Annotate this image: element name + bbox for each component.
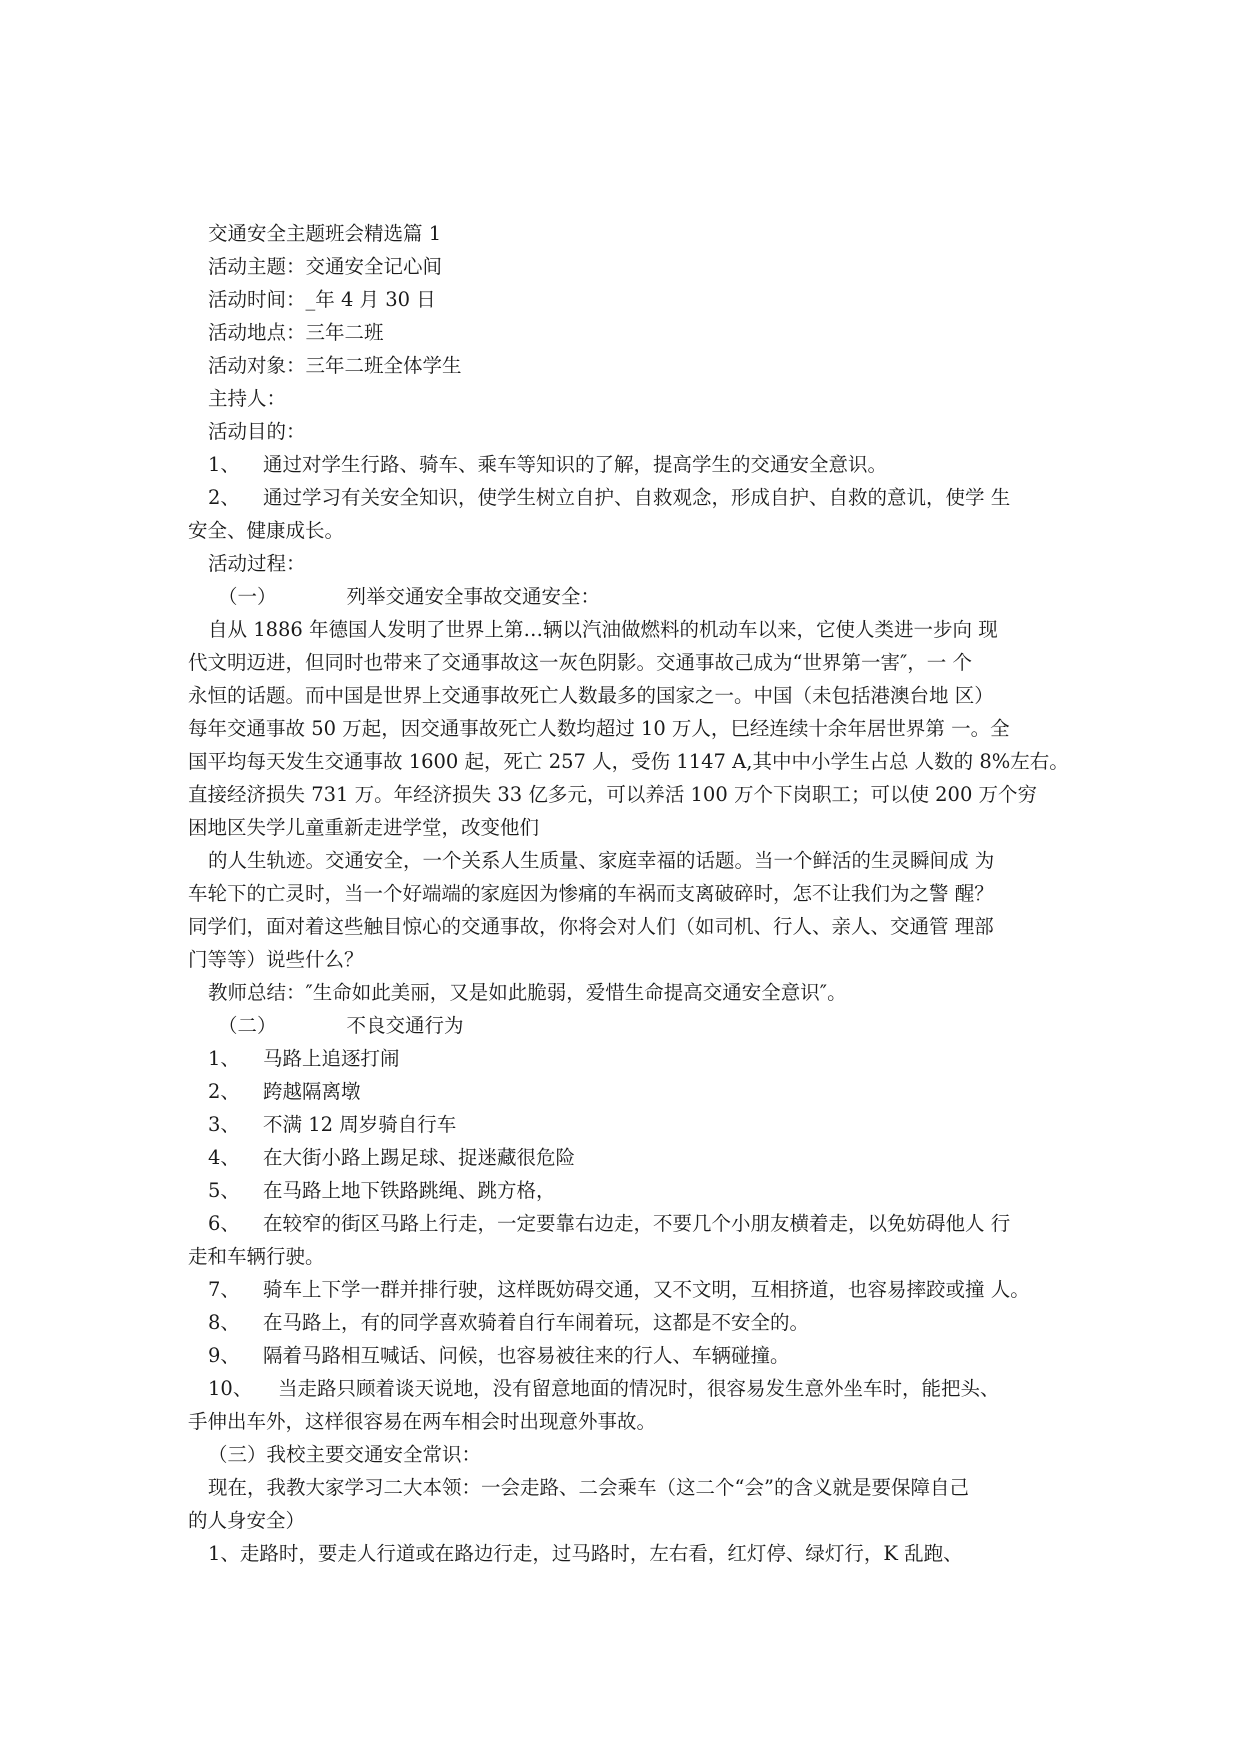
purpose-item-1-text: 通过对学生行路、骑车、乘车等知识的了解，提高学生的交通安全意识。 — [263, 453, 888, 476]
activity-place: 活动地点：三年二班 — [208, 321, 384, 344]
bad-behavior-num: 9、 — [208, 1344, 240, 1367]
section-1-heading — [188, 580, 1060, 613]
bad-behavior-item — [188, 1372, 1060, 1405]
section-1-num: （一） — [218, 585, 277, 608]
activity-audience: 活动对象：三年二班全体学生 — [208, 354, 462, 377]
paragraph-2-line-3: 同学们，面对着这些触目惊心的交通事故，你将会对人们（如司机、行人、亲人、交通管 理部 — [188, 915, 994, 938]
purpose-item-2-num: 2、 — [208, 486, 240, 509]
paragraph-2-line-1: 的人生轨迹。交通安全，一个关系人生质量、家庭幸福的话题。当一个鲜活的生灵瞬间成 为 — [208, 849, 995, 872]
purpose-item-1-num: 1、 — [208, 453, 240, 476]
bad-behavior-item — [188, 1108, 1060, 1141]
paragraph-2-line-2: 车轮下的亡灵时，当一个好端端的家庭因为惨痛的车祸而支离破碎时，怎不让我们为之警 醒？ — [188, 882, 994, 905]
bad-behavior-num: 5、 — [208, 1179, 240, 1202]
activity-theme: 活动主题：交通安全记心间 — [208, 255, 443, 278]
bad-behavior-num: 2、 — [208, 1080, 240, 1103]
purpose-item-2 — [188, 481, 1060, 514]
purpose-heading: 活动目的： — [208, 420, 306, 443]
bad-behavior-text: 在大街小路上踢足球、捉迷藏很危险 — [263, 1146, 576, 1169]
bad-behavior-num: 6、 — [208, 1212, 240, 1235]
paragraph-4-line-1: 1、走路时，要走人行道或在路边行走，过马路时，左右看，红灯停、绿灯行，K 乱跑、 — [208, 1542, 963, 1565]
section-2-title: 不良交通行为 — [346, 1014, 464, 1037]
bad-behavior-num: 8、 — [208, 1311, 240, 1334]
bad-behavior-cont: 走和车辆行驶。 — [188, 1245, 325, 1268]
paragraph-3-line-1: 现在，我教大家学习二大本领：一会走路、二会乘车（这二个“会”的含义就是要保障自己 — [208, 1476, 969, 1499]
process-heading: 活动过程： — [208, 552, 306, 575]
section-1-title: 列举交通安全事故交通安全： — [346, 585, 601, 608]
paragraph-1-line-7: 困地区失学儿童重新走进学堂，改变他们 — [188, 816, 540, 839]
document-page — [188, 217, 1069, 1570]
bad-behavior-num: 10、 — [208, 1377, 253, 1400]
paragraph-1-line-4: 每年交通事故 50 万起，因交通事故死亡人数均超过 10 万人，巳经连续十余年居世界第 一。全 — [188, 717, 1010, 740]
bad-behavior-text: 不满 12 周岁骑自行车 — [263, 1113, 457, 1136]
bad-behavior-text: 在马路上，有的同学喜欢骑着自行车闹着玩，这都是不安全的。 — [263, 1311, 810, 1334]
bad-behavior-item — [188, 1207, 1060, 1240]
bad-behavior-item — [188, 1273, 1060, 1306]
bad-behavior-text: 在马路上地下铁路跳绳、跳方格， — [263, 1179, 556, 1202]
purpose-item-1 — [188, 448, 1060, 481]
paragraph-2-line-4: 门等等）说些什么？ — [188, 948, 364, 971]
paragraph-1-line-5: 国平均每天发生交通事故 1600 起，死亡 257 人，受伤 1147 A,其中中小学生占总 人数的 8%左右。 — [188, 750, 1069, 773]
bad-behavior-text: 跨越隔离墩 — [263, 1080, 361, 1103]
section-2-num: （二） — [218, 1014, 277, 1037]
bad-behavior-num: 7、 — [208, 1278, 240, 1301]
purpose-item-2-text: 通过学习有关安全知识，使学生树立自护、自救观念，形成自护、自救的意讥，使学 生 — [263, 486, 1011, 509]
bad-behavior-text: 在较窄的街区马路上行走，一定要靠右边走，不要几个小朋友横着走，以免妨碍他人 行 — [263, 1212, 1011, 1235]
bad-behavior-item — [188, 1042, 1060, 1075]
bad-behavior-item — [188, 1075, 1060, 1108]
bad-behavior-num: 1、 — [208, 1047, 240, 1070]
teacher-summary: 教师总结：″生命如此美丽，又是如此脆弱，爱惜生命提高交通安全意识″。 — [208, 981, 847, 1004]
activity-host: 主持人： — [208, 387, 287, 410]
bad-behavior-item — [188, 1339, 1060, 1372]
bad-behavior-num: 4、 — [208, 1146, 240, 1169]
bad-behavior-item — [188, 1141, 1060, 1174]
section-3-heading: （三）我校主要交通安全常识： — [208, 1443, 482, 1466]
bad-behavior-item — [188, 1174, 1060, 1207]
purpose-item-2-cont: 安全、健康成长。 — [188, 519, 345, 542]
paragraph-1-line-3: 永恒的话题。而中国是世界上交通事故死亡人数最多的国家之一。中国（未包括港澳台地 区） — [188, 684, 994, 707]
paragraph-1-line-1: 自从 1886 年德国人发明了世界上第…辆以汽油做燃料的机动车以来，它使人类进一步向 现 — [208, 618, 998, 641]
bad-behavior-num: 3、 — [208, 1113, 240, 1136]
bad-behavior-text: 隔着马路相互喊话、问候，也容易被往来的行人、车辆碰撞。 — [263, 1344, 790, 1367]
bad-behavior-text: 骑车上下学一群并排行驶，这样既妨碍交通，又不文明，互相挤道，也容易摔跤或撞 人。 — [263, 1278, 1030, 1301]
section-2-heading — [188, 1009, 1060, 1042]
activity-time: 活动时间：_年 4 月 30 日 — [208, 288, 436, 311]
doc-title: 交通安全主题班会精选篇 1 — [208, 222, 442, 245]
bad-behavior-text: 当走路只顾着谈天说地，没有留意地面的情况时，很容易发生意外坐车时，能把头、 — [278, 1377, 1000, 1400]
paragraph-1-line-6: 直接经济损失 731 万。年经济损失 33 亿多元，可以养活 100 万个下岗职工；可以使 200 万个穷 — [188, 783, 1038, 806]
bad-behavior-cont: 手伸出车外，这样很容易在两车相会时出现意外事故。 — [188, 1410, 657, 1433]
paragraph-1-line-2: 代文明迈进，但同时也带来了交通事故这一灰色阴影。交通事故己成为“世界第一害″，一 个 — [188, 651, 972, 674]
paragraph-3-line-2: 的人身安全） — [188, 1509, 306, 1532]
bad-behavior-item — [188, 1306, 1060, 1339]
bad-behavior-text: 马路上追逐打闹 — [263, 1047, 400, 1070]
